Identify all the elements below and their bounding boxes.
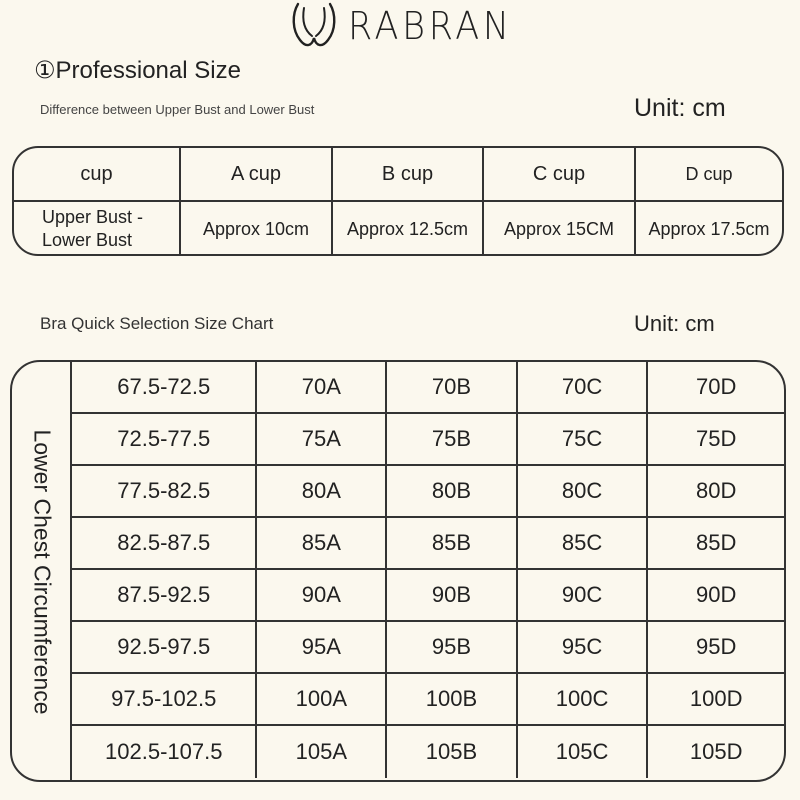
size-cell: 85B [387,518,518,568]
size-grid [72,362,784,780]
unit-label: Unit: cm [634,311,715,336]
size-cell: 90A [257,570,387,620]
table-header-row [14,148,782,202]
value-c-cup: Approx 15CM [484,202,636,256]
size-cell: 105D [689,739,743,764]
size-cell: 95D [696,634,737,659]
side-label: Lower Chest Circumference [29,429,56,715]
section-subtitle: Difference between Upper Bust and Lower Bust [40,102,315,117]
size-cell: 70C [518,362,649,412]
quick-chart-title: Bra Quick Selection Size Chart [40,314,274,333]
size-cell: 100A [257,674,387,724]
range-cell: 77.5-82.5 [72,466,257,516]
value-b-cup: Approx 12.5cm [333,202,484,256]
table-row [14,202,782,256]
size-cell: 80D [696,478,737,503]
size-cell: 75D [696,426,737,451]
size-cell: 85C [518,518,649,568]
size-cell: 95C [518,622,649,672]
row-label-line: Lower Bust [42,230,133,250]
size-cell: 105A [257,726,387,778]
range-cell: 97.5-102.5 [72,674,257,724]
size-cell: 80A [257,466,387,516]
range-cell: 87.5-92.5 [72,570,257,620]
range-cell: 82.5-87.5 [72,518,257,568]
size-cell: 100B [387,674,518,724]
header-b-cup: B cup [333,148,484,200]
size-cell: 70D [696,374,737,399]
table-row [72,674,784,726]
row-label [14,202,181,256]
size-cell: 100D [689,686,743,711]
row-label-line: Upper Bust - [42,207,144,227]
table-row [72,466,784,518]
size-cell: 85A [257,518,387,568]
size-cell: 75A [257,414,387,464]
size-cell: 70B [387,362,518,412]
section-title: ①Professional Size [34,57,241,84]
professional-size-table [12,146,784,256]
size-cell: 75B [387,414,518,464]
table-row [72,570,784,622]
table-row [72,726,784,778]
table-row [72,362,784,414]
table-row [72,518,784,570]
quick-size-table [10,360,786,782]
size-cell: 95B [387,622,518,672]
range-cell: 102.5-107.5 [72,726,257,778]
table-row [72,622,784,674]
range-cell: 72.5-77.5 [72,414,257,464]
size-cell: 90C [518,570,649,620]
size-cell: 90B [387,570,518,620]
range-cell: 67.5-72.5 [72,362,257,412]
bra-logo-icon [290,0,338,52]
header-c-cup: C cup [484,148,636,200]
size-cell: 105C [518,726,649,778]
brand-logo [290,0,527,52]
size-cell: 75C [518,414,649,464]
brand-name: RABRAN [348,4,513,48]
size-cell: 95A [257,622,387,672]
value-a-cup: Approx 10cm [181,202,333,256]
side-header [12,362,72,780]
table-row [72,414,784,466]
size-cell: 80B [387,466,518,516]
unit-label: Unit: cm [634,94,726,122]
header-cup: cup [14,148,181,200]
header-a-cup: A cup [181,148,333,200]
size-cell: 70A [257,362,387,412]
size-cell: 105B [387,726,518,778]
header-d-cup: D cup [685,163,733,184]
size-cell: 100C [518,674,649,724]
size-cell: 80C [518,466,649,516]
value-d-cup: Approx 17.5cm [648,218,770,239]
size-cell: 85D [696,530,737,555]
range-cell: 92.5-97.5 [72,622,257,672]
size-cell: 90D [696,582,737,607]
